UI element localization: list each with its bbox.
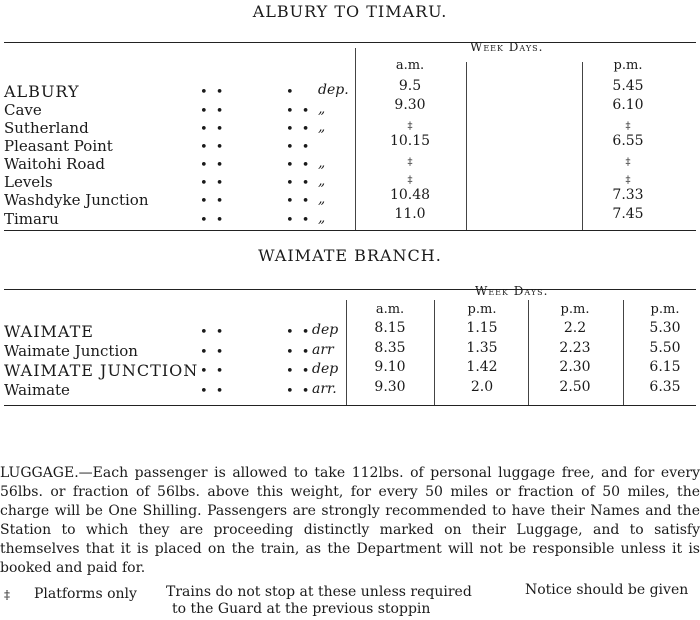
direction-suffix: dep (312, 361, 339, 377)
station-name: Waimate (4, 381, 70, 399)
direction-suffix: arr. (312, 381, 337, 397)
leader-dots: • • (286, 122, 312, 137)
platform-only-mark: ‡ (625, 121, 631, 132)
leader-dots: • • (200, 384, 226, 399)
time-cell: 6.15 (649, 359, 681, 375)
direction-suffix: dep. (318, 82, 349, 98)
table1-bottom-rule (4, 230, 696, 231)
table1-col-header-am: a.m. (395, 58, 425, 73)
direction-suffix: dep (312, 322, 339, 338)
table2-top-rule (4, 289, 696, 290)
time-cell: 2.23 (559, 340, 591, 356)
station-name: Waimate Junction (4, 342, 138, 360)
table1-week-days-label: Week Days. (470, 40, 544, 54)
time-am: 9.5 (398, 78, 422, 94)
leader-dots: • • (286, 158, 312, 173)
time-cell: 8.35 (374, 340, 406, 356)
time-cell: 1.15 (466, 320, 498, 336)
table2-col-header-3: p.m. (560, 302, 590, 317)
leader-dots: • • (200, 176, 226, 191)
footnote-trains-line1: Trains do not stop at these unless required (166, 584, 472, 600)
leader-dots: • • (286, 325, 312, 340)
time-am: 10.48 (389, 187, 431, 203)
time-cell: 1.42 (466, 359, 498, 375)
leader-dots: • • (200, 194, 226, 209)
station-name: ALBURY (4, 82, 80, 101)
time-cell: 1.35 (466, 340, 498, 356)
leader-dots: • • (286, 194, 312, 209)
station-name: Sutherland (4, 119, 89, 137)
platform-only-mark: ‡ (625, 157, 631, 168)
direction-suffix: „ (318, 155, 326, 171)
table2-col-header-4: p.m. (650, 302, 680, 317)
leader-dots: • • (286, 345, 312, 360)
leader-dots: • • (286, 176, 312, 191)
time-cell: 2.0 (470, 379, 494, 395)
time-cell: 9.30 (374, 379, 406, 395)
leader-dots: • • (200, 213, 226, 228)
time-cell: 5.30 (649, 320, 681, 336)
footnote-trains-line2: to the Guard at the previous stoppin (172, 601, 431, 617)
table2-col-header-2: p.m. (467, 302, 497, 317)
footnote-notice: Notice should be given (525, 582, 689, 598)
direction-suffix: arr (312, 342, 334, 358)
table2-col-divider-3 (528, 300, 529, 405)
leader-dots: • • (200, 85, 226, 100)
time-cell: 2.2 (563, 320, 587, 336)
platform-only-mark: ‡ (407, 121, 413, 132)
table2-col-header-1: a.m. (375, 302, 405, 317)
time-pm: 6.10 (612, 97, 644, 113)
platform-only-mark: ‡ (625, 175, 631, 186)
time-am: 11.0 (394, 206, 426, 222)
station-name: Pleasant Point (4, 137, 113, 155)
station-name: WAIMATE JUNCTION (4, 361, 199, 380)
footnote-platforms-only: Platforms only (34, 586, 137, 602)
luggage-notice: LUGGAGE.—Each passenger is allowed to take 112lbs. of personal luggage free, and for every 56lbs. or fraction of 56lbs. above this weight, for every 50 miles or fraction of 50 miles, the charge will be One Shilling. Passengers are strongly recommended to have their Names and the Station to which they are proceeding distinctly marked on their Luggage, and to satisfy themselves that it is placed on the train, as the Department will not be responsible unless it is booked and paid for. (0, 465, 700, 576)
footnote-mark: ‡ (4, 588, 10, 602)
station-name: Washdyke Junction (4, 191, 149, 209)
leader-dots: • • (200, 140, 226, 155)
time-pm: 5.45 (612, 78, 644, 94)
direction-suffix: „ (318, 173, 326, 189)
time-cell: 8.15 (374, 320, 406, 336)
leader-dots: • • (200, 104, 226, 119)
table1-col-divider-1 (355, 48, 356, 230)
leader-dots: • • (286, 140, 312, 155)
leader-dots: • • (200, 345, 226, 360)
table2-col-divider-2 (434, 300, 435, 405)
table2-bottom-rule (4, 405, 696, 406)
time-am: 10.15 (389, 133, 431, 149)
leader-dots: • • (286, 213, 312, 228)
station-name: Waitohi Road (4, 155, 106, 173)
platform-only-mark: ‡ (407, 175, 413, 186)
direction-suffix: „ (318, 191, 326, 207)
leader-dots: • • (200, 122, 226, 137)
station-name: WAIMATE (4, 322, 94, 341)
leader-dots: • • (200, 158, 226, 173)
table1-col-divider-3 (582, 62, 583, 230)
leader-dots: • • (286, 384, 312, 399)
table1-top-rule (4, 42, 696, 43)
time-cell: 9.10 (374, 359, 406, 375)
table1-col-header-pm: p.m. (613, 58, 643, 73)
time-pm: 7.45 (612, 206, 644, 222)
table2-col-divider-4 (623, 300, 624, 405)
direction-suffix: „ (318, 210, 326, 226)
leader-dots: • • (286, 104, 312, 119)
time-cell: 2.30 (559, 359, 591, 375)
direction-suffix: „ (318, 119, 326, 135)
albury-timaru-title: ALBURY TO TIMARU. (252, 2, 448, 21)
station-name: Timaru (4, 210, 59, 228)
leader-dots: • • (286, 364, 312, 379)
table1-col-divider-2 (466, 62, 467, 230)
time-cell: 6.35 (649, 379, 681, 395)
table2-col-divider-1 (346, 300, 347, 405)
leader-dots: • (286, 85, 296, 100)
time-pm: 6.55 (612, 133, 644, 149)
waimate-branch-title: WAIMATE BRANCH. (258, 246, 442, 265)
table2-week-days-label: Week Days. (475, 284, 549, 298)
direction-suffix: „ (318, 101, 326, 117)
station-name: Levels (4, 173, 53, 191)
station-name: Cave (4, 101, 42, 119)
time-cell: 5.50 (649, 340, 681, 356)
leader-dots: • • (200, 325, 226, 340)
time-am: 9.30 (394, 97, 426, 113)
platform-only-mark: ‡ (407, 157, 413, 168)
time-pm: 7.33 (612, 187, 644, 203)
leader-dots: • • (200, 364, 226, 379)
time-cell: 2.50 (559, 379, 591, 395)
